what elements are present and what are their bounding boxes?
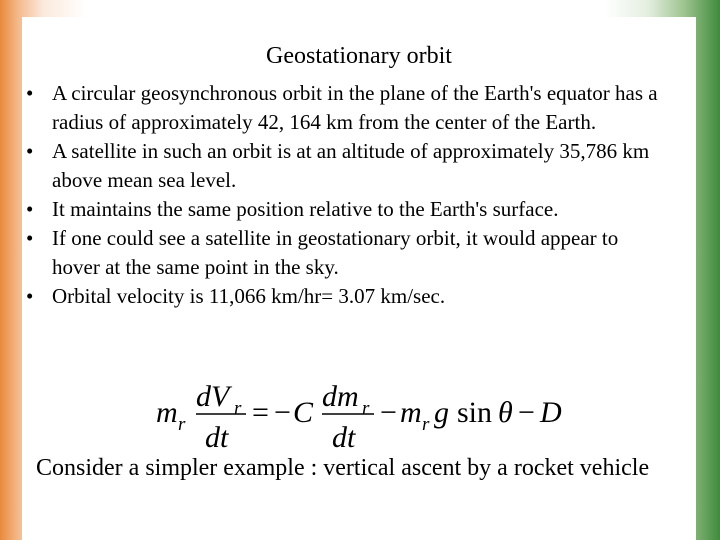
eq-dm-sub: r [362,398,370,419]
eq-theta: θ [498,396,513,429]
eq-g: g [434,396,449,429]
eq-minus: − [274,396,291,429]
eq-mass: m [400,396,422,429]
bullet-text: If one could see a satellite in geostationary orbit, it would appear to hover at the same point in the sky. [52,226,619,279]
slide [22,17,696,540]
eq-D: D [540,396,562,429]
bullet-item [26,195,666,224]
eq-dm: dm [322,380,359,413]
eq-dv: dV [196,380,230,413]
rocket-equation [152,372,572,452]
bullet-text: It maintains the same position relative to the Earth's surface. [52,197,559,221]
bullet-text: A satellite in such an orbit is at an altitude of approximately 35,786 km above mean sea level. [52,139,650,192]
footer-note: Consider a simpler example : vertical ascent by a rocket vehicle [36,455,650,481]
bullet-item [26,79,666,137]
eq-C: C [293,396,314,429]
slide-title: Geostationary orbit [266,43,452,69]
equation-graphic [152,372,572,452]
bullet-marker: • [26,226,34,250]
eq-mass-sub: r [178,414,186,435]
bullet-text: Orbital velocity is 11,066 km/hr= 3.07 km/sec. [52,284,446,308]
eq-dt: dt [205,421,229,452]
bullet-text: A circular geosynchronous orbit in the plane of the Earth's equator has a radius of approximately 42, 164 km from the center of the Earth. [52,81,658,134]
bullet-marker: • [26,139,34,163]
bullet-list [26,79,666,311]
bullet-item [26,224,666,282]
eq-equals: = [252,396,269,429]
eq-dv-sub: r [234,398,242,419]
bullet-marker: • [26,197,34,221]
bullet-item [26,137,666,195]
eq-sin: sin [457,396,493,429]
bullet-item [26,282,666,311]
eq-minus: − [518,396,535,429]
bullet-marker: • [26,284,34,308]
bullet-marker: • [26,81,34,105]
eq-dt: dt [332,421,356,452]
eq-mass-sub: r [422,414,430,435]
eq-minus: − [380,396,397,429]
eq-mass: m [156,396,178,429]
